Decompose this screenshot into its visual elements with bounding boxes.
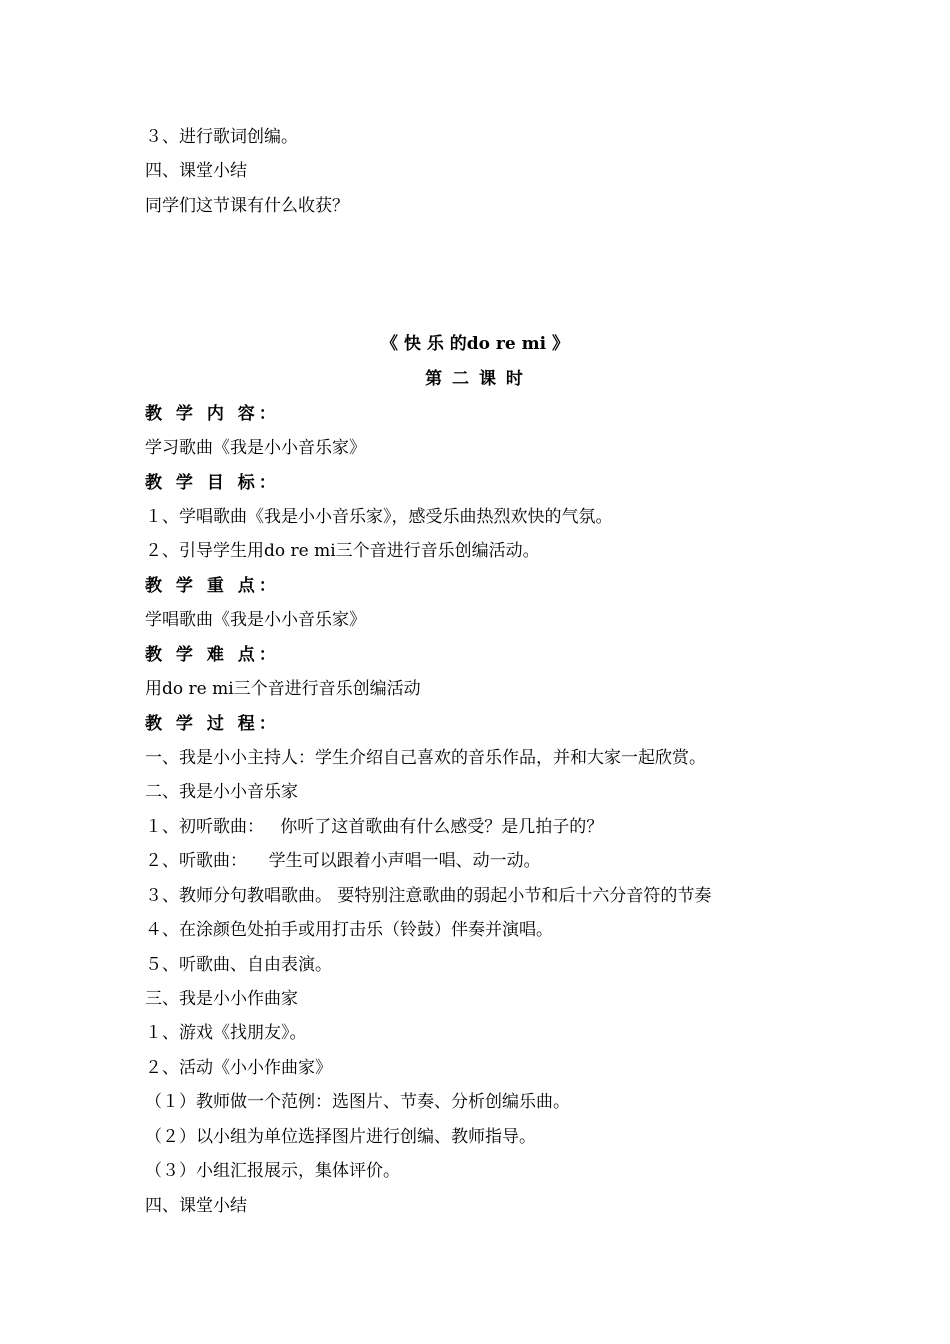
item-lyrics-creation: ３、进行歌词创编。 bbox=[145, 127, 298, 147]
goal-item: ２、引导学生用do re mi三个音进行音乐创编活动。 bbox=[145, 541, 540, 561]
process-item: （２）以小组为单位选择图片进行创编、教师指导。 bbox=[145, 1127, 536, 1147]
summary-question: 同学们这节课有什么收获？ bbox=[145, 196, 349, 216]
process-item: １、游戏《找朋友》。 bbox=[145, 1023, 307, 1043]
process-item: ２、活动《小小作曲家》 bbox=[145, 1058, 332, 1078]
lesson-period: 第 二 课 时 bbox=[425, 369, 525, 389]
lesson-title: 《 快 乐 的do re mi 》 bbox=[381, 334, 569, 354]
content-heading: 教 学 内 容： bbox=[145, 404, 280, 424]
process-item: ３、教师分句教唱歌曲。 要特别注意歌曲的弱起小节和后十六分音符的节奏 bbox=[145, 886, 712, 906]
process-item: ５、听歌曲、自由表演。 bbox=[145, 955, 332, 975]
section-class-summary: 四、课堂小结 bbox=[145, 161, 247, 181]
goal-item: １、学唱歌曲《我是小小音乐家》，感受乐曲热烈欢快的气氛。 bbox=[145, 507, 613, 527]
difficulty-heading: 教 学 难 点： bbox=[145, 645, 280, 665]
key-points-text: 学唱歌曲《我是小小音乐家》 bbox=[145, 610, 366, 630]
process-item: 一、我是小小主持人：学生介绍自己喜欢的音乐作品，并和大家一起欣赏。 bbox=[145, 748, 706, 768]
process-item: 四、课堂小结 bbox=[145, 1196, 247, 1216]
process-item: ４、在涂颜色处拍手或用打击乐（铃鼓）伴奏并演唱。 bbox=[145, 920, 553, 940]
process-heading: 教 学 过 程： bbox=[145, 714, 280, 734]
content-text: 学习歌曲《我是小小音乐家》 bbox=[145, 438, 366, 458]
process-item: （１）教师做一个范例：选图片、节奏、分析创编乐曲。 bbox=[145, 1092, 570, 1112]
process-item: 三、我是小小作曲家 bbox=[145, 989, 298, 1009]
process-item: １、初听歌曲： 你听了这首歌曲有什么感受？是几拍子的？ bbox=[145, 817, 604, 837]
process-item: ２、听歌曲： 学生可以跟着小声唱一唱、动一动。 bbox=[145, 851, 541, 871]
process-item: 二、我是小小音乐家 bbox=[145, 782, 298, 802]
goals-heading: 教 学 目 标： bbox=[145, 473, 280, 493]
difficulty-text: 用do re mi三个音进行音乐创编活动 bbox=[145, 679, 421, 699]
key-points-heading: 教 学 重 点： bbox=[145, 576, 280, 596]
process-item: （３）小组汇报展示，集体评价。 bbox=[145, 1161, 400, 1181]
